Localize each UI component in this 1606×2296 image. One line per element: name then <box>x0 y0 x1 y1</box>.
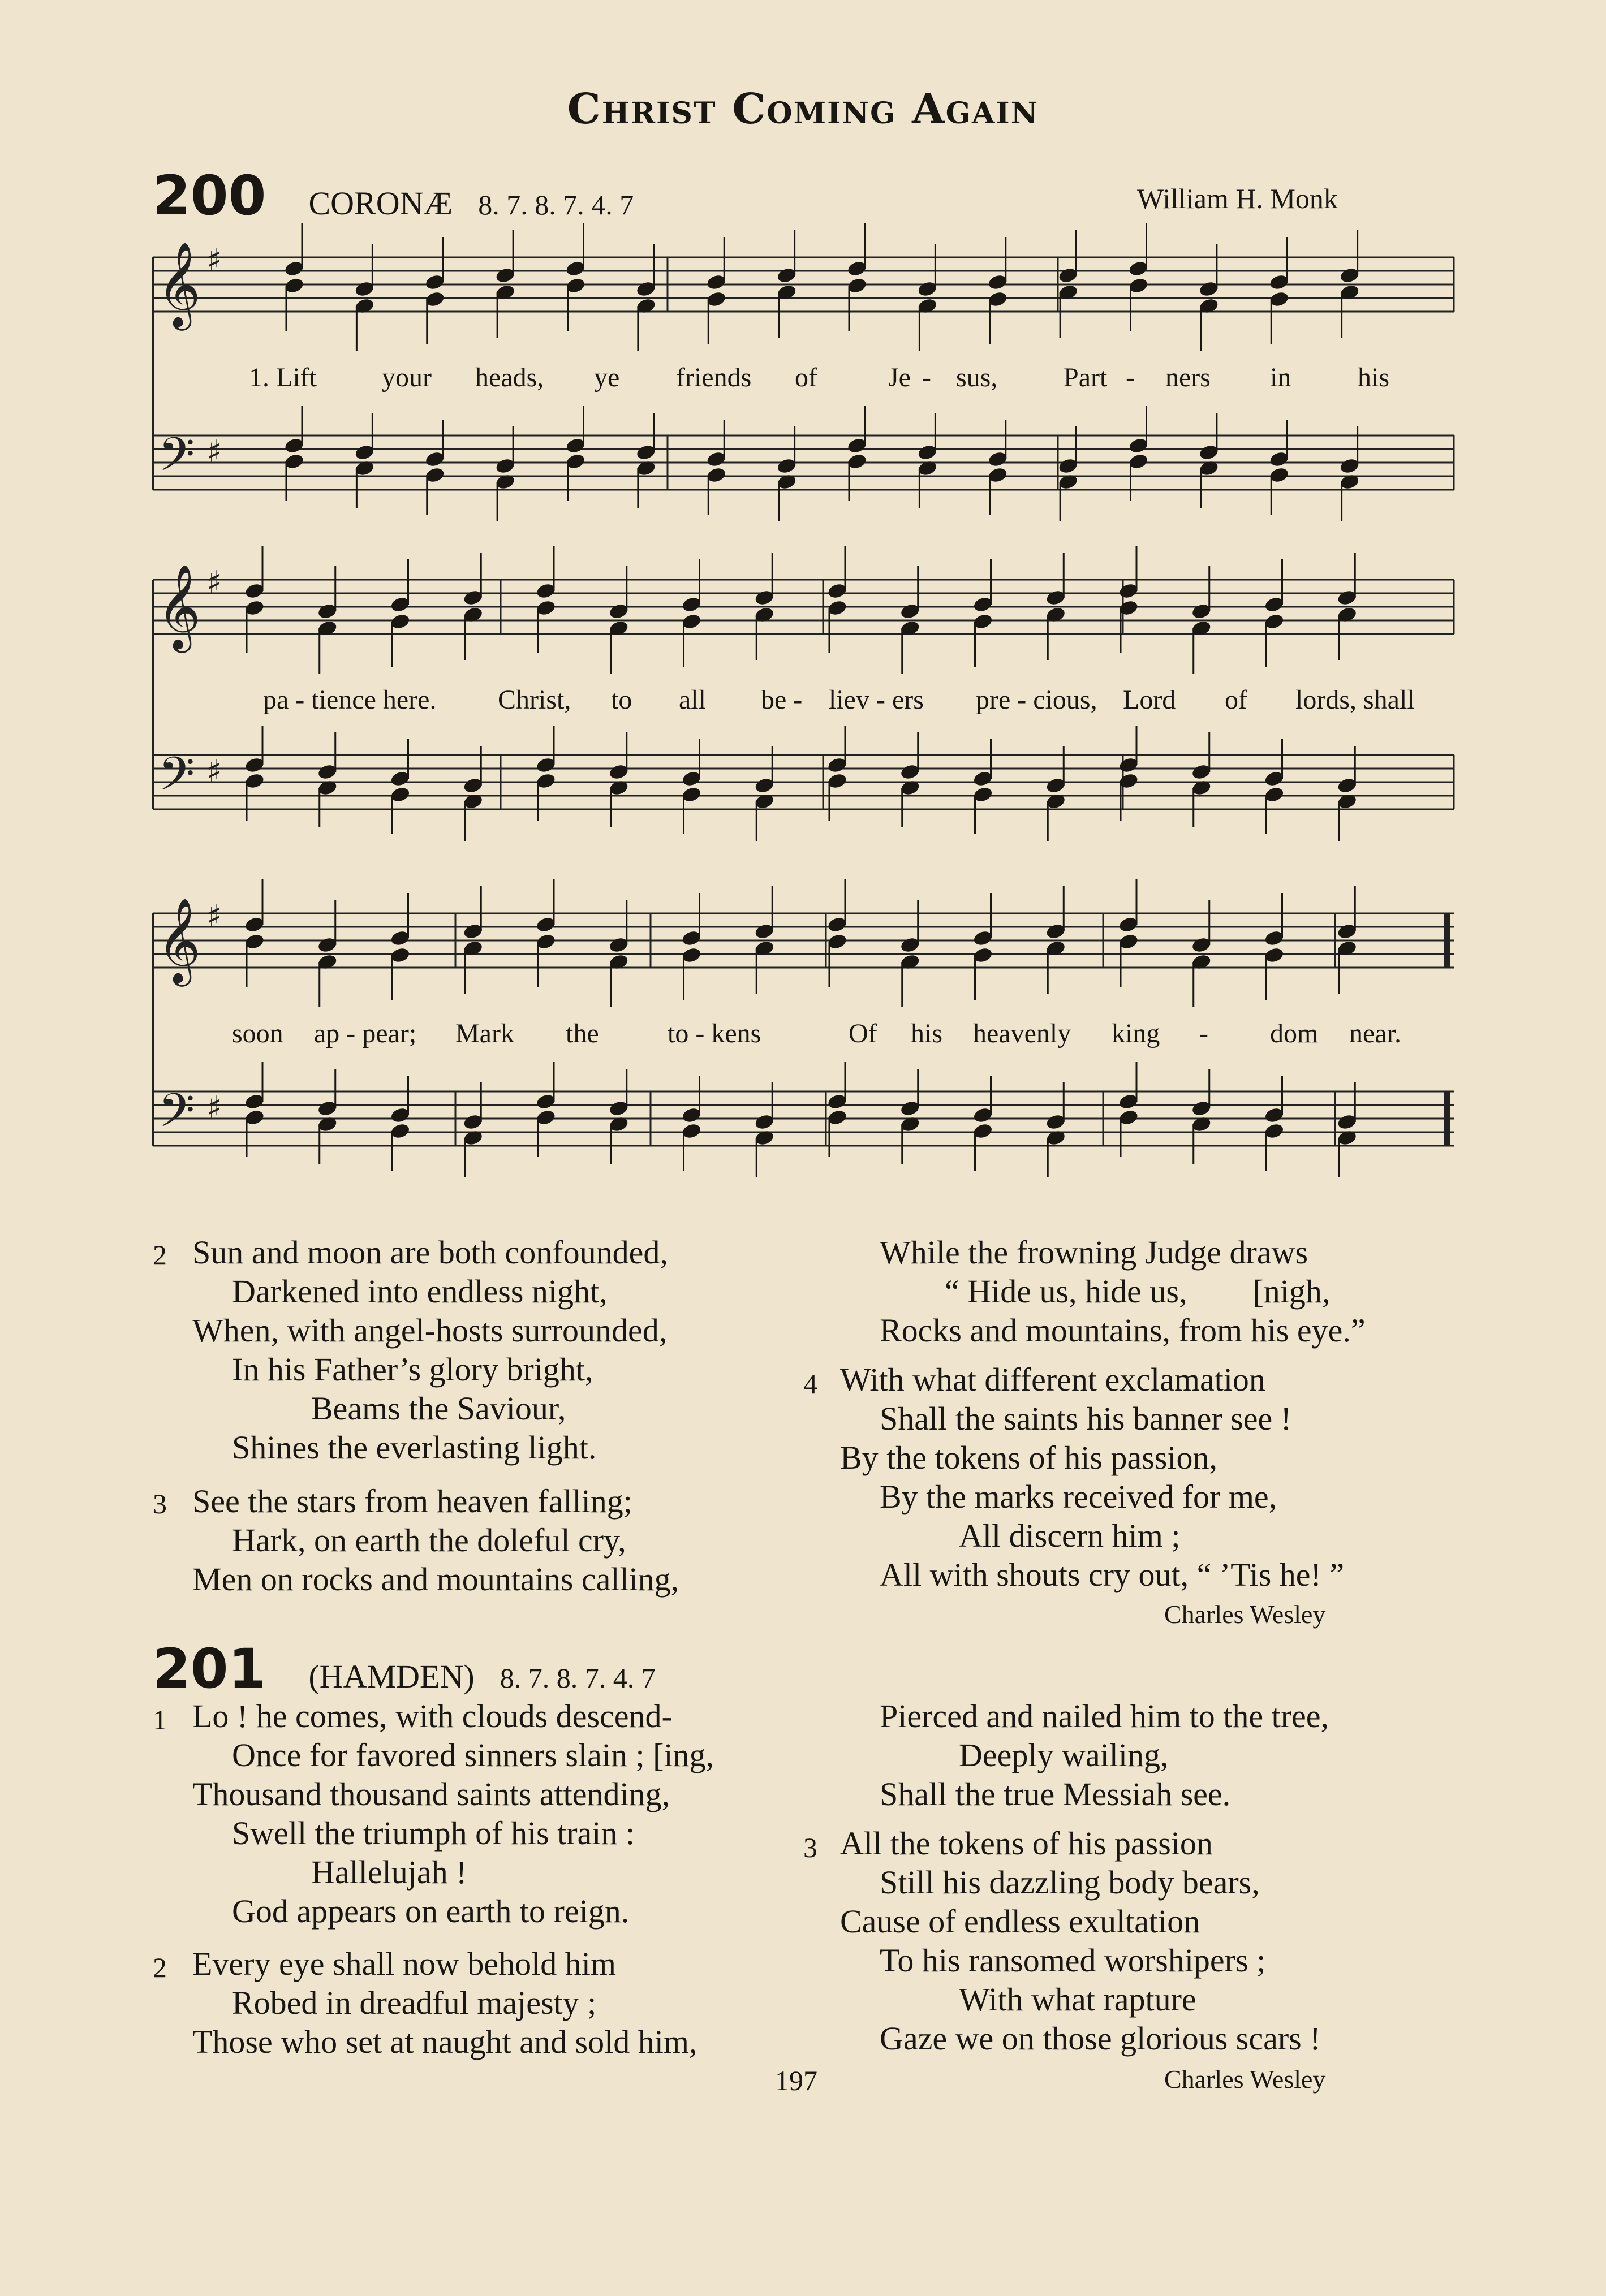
verse-2 <box>192 1944 697 2061</box>
verse-2 <box>192 1233 668 1467</box>
lyric-syllable: - <box>922 362 931 392</box>
lyric-syllable: his <box>1358 362 1390 392</box>
verse-line: Shall the saints his banner see ! <box>880 1400 1292 1437</box>
verse-line: “ Hide us, hide us, [nigh, <box>945 1273 1331 1310</box>
svg-text:𝄢: 𝄢 <box>158 1083 195 1149</box>
lyric-syllable: to <box>611 685 632 715</box>
verse-line: God appears on earth to reign. <box>232 1893 630 1930</box>
lyric-syllable: heavenly <box>973 1018 1071 1048</box>
hymn-number: 201 <box>153 1637 266 1701</box>
lyric-syllable: pre - cious, <box>976 685 1097 715</box>
hymn-201-header <box>153 1637 888 1701</box>
lyric-syllable: Part <box>1064 362 1108 392</box>
verse-3 <box>840 1824 1321 2058</box>
verse-line: All with shouts cry out, “ ’Tis he! ” <box>880 1556 1345 1593</box>
verse-line: See the stars from heaven falling; <box>192 1483 632 1520</box>
lyric-syllable: sus, <box>956 362 998 392</box>
hymn-number: 200 <box>153 164 266 227</box>
verse-line: Swell the triumph of his train : <box>232 1815 635 1852</box>
verse-line: By the marks received for me, <box>880 1478 1277 1515</box>
verse-line: Hark, on earth the doleful cry, <box>232 1522 626 1559</box>
svg-text:𝄞: 𝄞 <box>157 897 201 983</box>
lyric-syllable: friends <box>676 362 752 392</box>
lyric-syllable: - <box>1199 1018 1208 1048</box>
verse-2-continued <box>880 1697 1329 1814</box>
svg-text:♯: ♯ <box>206 564 222 601</box>
verse-1 <box>192 1697 714 1931</box>
lyric-syllable: Christ, <box>498 685 571 715</box>
lyric-syllable: Lord <box>1123 685 1176 715</box>
lyric-syllable: shall <box>1363 685 1415 715</box>
verse-line: All the tokens of his passion <box>840 1825 1213 1862</box>
verse-line: In his Father’s glory bright, <box>232 1351 593 1388</box>
verse-line: While the frowning Judge draws <box>880 1234 1308 1271</box>
verse-line: Shall the true Messiah see. <box>880 1776 1231 1812</box>
verse-line: With what rapture <box>959 1981 1196 2018</box>
lyric-syllable: pa - tience here. <box>263 685 437 715</box>
page-title: Christ Coming Again <box>567 85 1039 133</box>
verse-line: Once for favored sinners slain ; [ing, <box>232 1737 714 1773</box>
verse-line: When, with angel-hosts surrounded, <box>192 1312 668 1349</box>
svg-text:♯: ♯ <box>206 242 222 279</box>
verse-line: All discern him ; <box>959 1517 1181 1554</box>
svg-text:♯: ♯ <box>206 1090 222 1127</box>
author-credit: Charles Wesley <box>1164 2065 1326 2094</box>
svg-text:♯: ♯ <box>206 753 222 790</box>
verse-line: Those who set at naught and sold him, <box>192 2023 697 2060</box>
meter: 8. 7. 8. 7. 4. 7 <box>500 1662 656 1694</box>
verse-line: Cause of endless exultation <box>840 1903 1200 1940</box>
verse-4 <box>840 1360 1344 1594</box>
verse-line: Thousand thousand saints attending, <box>192 1776 670 1812</box>
svg-text:♯: ♯ <box>206 434 222 471</box>
verse-line: Gaze we on those glorious scars ! <box>880 2020 1321 2057</box>
lyric-syllable: all <box>679 685 706 715</box>
lyric-syllable: liev - ers <box>829 685 924 715</box>
lyric-syllable: the <box>566 1018 599 1048</box>
svg-text:♯: ♯ <box>206 898 222 935</box>
svg-text:𝄞: 𝄞 <box>157 241 201 327</box>
svg-text:𝄢: 𝄢 <box>158 746 195 813</box>
lyric-syllable: to - kens <box>668 1018 761 1048</box>
verse-line: Lo ! he comes, with clouds descend- <box>192 1698 673 1734</box>
verse-line: To his ransomed worshipers ; <box>880 1942 1266 1979</box>
svg-text:𝄞: 𝄞 <box>157 563 201 649</box>
lyric-syllable: of <box>1225 685 1247 715</box>
lyric-syllable: Of <box>849 1018 877 1048</box>
verse-line: Hallelujah ! <box>311 1854 467 1891</box>
verse-line: Darkened into endless night, <box>232 1273 608 1310</box>
lyric-syllable: Je <box>888 362 911 392</box>
verse-line: Deeply wailing, <box>959 1737 1169 1773</box>
lyric-syllable: dom <box>1270 1018 1319 1048</box>
lyric-syllable: ye <box>594 362 620 392</box>
verse-line: Every eye shall now behold him <box>192 1945 616 1982</box>
svg-text:𝄢: 𝄢 <box>158 427 195 493</box>
tune-name: (HAMDEN) <box>308 1658 475 1695</box>
lyric-syllable: his <box>911 1018 943 1048</box>
page-number: 197 <box>775 2065 817 2096</box>
lyric-syllable: in <box>1270 362 1291 392</box>
verse-line: By the tokens of his passion, <box>840 1439 1217 1476</box>
verse-3 <box>192 1482 679 1599</box>
verse-line: Beams the Saviour, <box>311 1390 566 1427</box>
verse-line: Robed in dreadful majesty ; <box>232 1984 597 2021</box>
tune-name: CORONÆ <box>308 185 453 222</box>
verse-line: Rocks and mountains, from his eye.” <box>880 1312 1366 1349</box>
verse-number: 1 <box>153 1704 167 1736</box>
lyric-syllable: 1. Lift <box>249 362 317 392</box>
lyric-syllable: your <box>382 362 432 392</box>
lyric-syllable: ners <box>1165 362 1211 392</box>
lyric-syllable: be - <box>761 685 803 715</box>
verse-number: 2 <box>153 1952 167 1983</box>
verse-number: 4 <box>803 1368 817 1400</box>
verse-line: Shines the everlasting light. <box>232 1429 597 1466</box>
verse-line: Men on rocks and mountains calling, <box>192 1561 679 1598</box>
meter: 8. 7. 8. 7. 4. 7 <box>478 189 634 221</box>
verse-3-continued <box>880 1233 1366 1350</box>
verse-number: 2 <box>153 1239 167 1271</box>
verse-line: Sun and moon are both confounded, <box>192 1234 668 1271</box>
lyric-syllable: lords, <box>1295 685 1357 715</box>
lyric-syllable: of <box>795 362 817 392</box>
lyric-syllable: soon <box>232 1018 283 1048</box>
lyric-syllable: Mark <box>455 1018 514 1048</box>
verse-line: Pierced and nailed him to the tree, <box>880 1698 1329 1734</box>
verse-line: Still his dazzling body bears, <box>880 1864 1260 1901</box>
lyric-syllable: - <box>1126 362 1135 392</box>
composer: William H. Monk <box>1137 183 1338 214</box>
author-credit: Charles Wesley <box>1164 1600 1326 1629</box>
lyric-syllable: heads, <box>475 362 544 392</box>
lyric-syllable: ap - pear; <box>314 1018 417 1048</box>
verse-number: 3 <box>803 1832 817 1863</box>
verse-number: 3 <box>153 1488 167 1520</box>
verse-line: With what different exclamation <box>840 1361 1265 1398</box>
lyric-syllable: near. <box>1349 1018 1401 1048</box>
lyric-syllable: king <box>1112 1018 1160 1048</box>
